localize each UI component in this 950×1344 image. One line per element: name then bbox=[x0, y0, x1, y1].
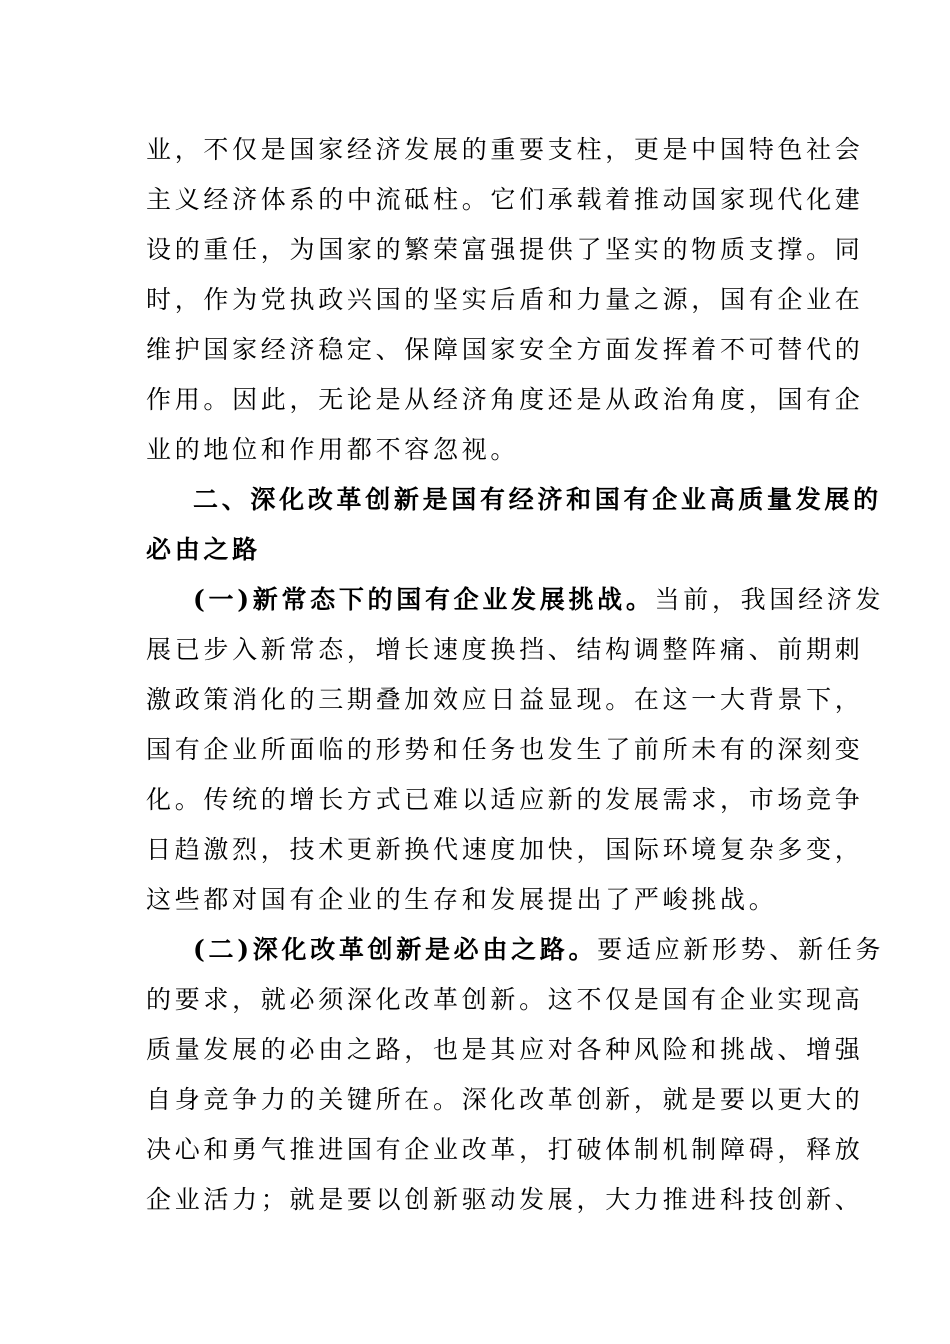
text-line: 作用。因此，无论是从经济角度还是从政治角度，国有企 bbox=[146, 385, 864, 414]
text-line: 质量发展的必由之路，也是其应对各种风险和挑战、增强 bbox=[146, 1035, 864, 1064]
text-line: 的要求，就必须深化改革创新。这不仅是国有企业实现高 bbox=[146, 985, 864, 1014]
text-line: 业，不仅是国家经济发展的重要支柱，更是中国特色社会 bbox=[146, 135, 864, 164]
text-line: 日趋激烈，技术更新换代速度加快，国际环境复杂多变， bbox=[146, 835, 864, 864]
heading-line: 二、深化改革创新是国有经济和国有企业高质量发展的 bbox=[193, 485, 882, 514]
text-line: 时，作为党执政兴国的坚实后盾和力量之源，国有企业在 bbox=[146, 285, 864, 314]
text-line: 展已步入新常态，增长速度换挡、结构调整阵痛、前期刺 bbox=[146, 635, 864, 664]
subsection-2-paragraph bbox=[146, 925, 885, 1225]
text-line: 业的地位和作用都不容忽视。 bbox=[146, 435, 520, 464]
text-line: 国有企业所面临的形势和任务也发生了前所未有的深刻变 bbox=[146, 735, 864, 764]
text-line: 这些都对国有企业的生存和发展提出了严峻挑战。 bbox=[146, 885, 778, 914]
text-line: 自身竞争力的关键所在。深化改革创新，就是要以更大的 bbox=[146, 1085, 864, 1114]
intro-paragraph bbox=[146, 125, 864, 475]
text-line: 主义经济体系的中流砥柱。它们承载着推动国家现代化建 bbox=[146, 185, 864, 214]
subsection-1-paragraph bbox=[146, 575, 885, 925]
text-line bbox=[146, 575, 885, 625]
subsection-2-first-text: 要适应新形势、新任务 bbox=[597, 935, 885, 964]
text-line: 维护国家经济稳定、保障国家安全方面发挥着不可替代的 bbox=[146, 335, 864, 364]
subsection-1-first-text: 当前，我国经济发 bbox=[654, 585, 885, 614]
text-line: 决心和勇气推进国有企业改革，打破体制机制障碍，释放 bbox=[146, 1135, 864, 1164]
heading-line: 必由之路 bbox=[146, 535, 261, 564]
text-line: 激政策消化的三期叠加效应日益显现。在这一大背景下， bbox=[146, 685, 864, 714]
text-line: 化。传统的增长方式已难以适应新的发展需求，市场竞争 bbox=[146, 785, 864, 814]
text-line: 企业活力；就是要以创新驱动发展，大力推进科技创新、 bbox=[146, 1185, 864, 1214]
subsection-2-title: (二)深化改革创新是必由之路。 bbox=[193, 935, 598, 964]
section-heading bbox=[146, 475, 882, 575]
subsection-1-title: (一)新常态下的国有企业发展挑战。 bbox=[193, 585, 655, 614]
text-line bbox=[146, 925, 885, 975]
text-line: 设的重任，为国家的繁荣富强提供了坚实的物质支撑。同 bbox=[146, 235, 864, 264]
